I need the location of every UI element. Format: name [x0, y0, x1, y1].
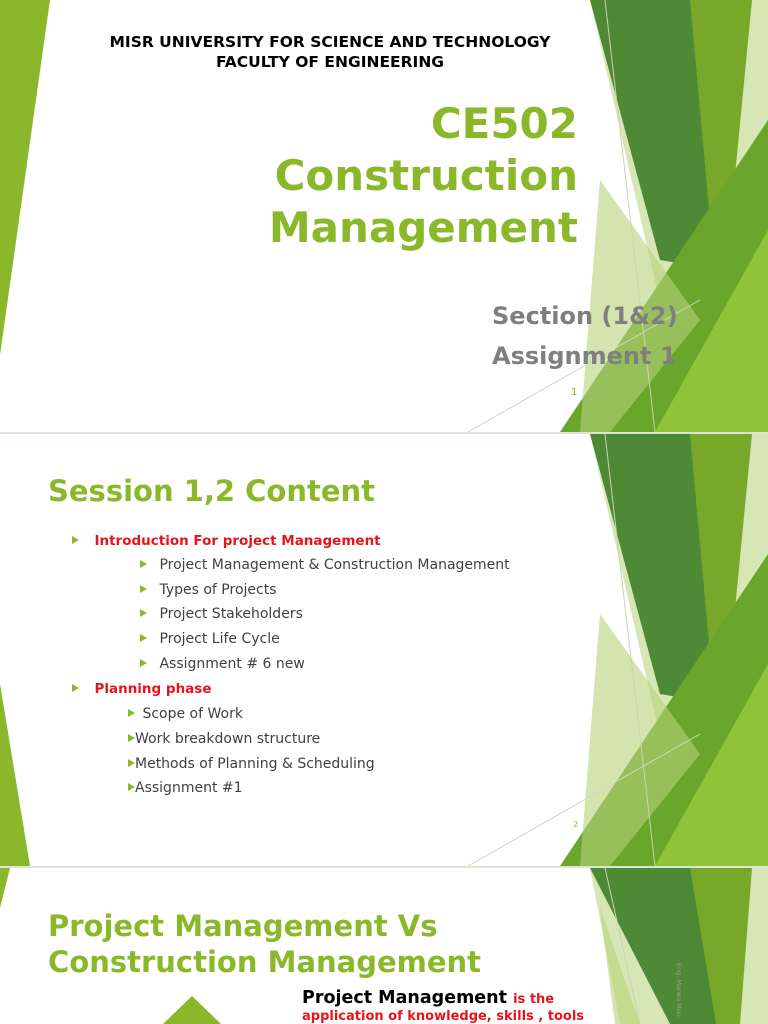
- definition-connector: is the: [513, 992, 555, 1007]
- definition-heading: [302, 988, 554, 1008]
- triangle-shape: [163, 996, 221, 1024]
- list-item: [140, 630, 280, 648]
- list-item: [140, 581, 277, 599]
- course-title-line-2: Construction: [274, 151, 578, 200]
- university-line: MISR UNIVERSITY FOR SCIENCE AND TECHNOLOGY: [109, 33, 551, 51]
- bullet-arrow-icon: [140, 659, 147, 667]
- slide-3: [0, 868, 768, 1024]
- list-item: [140, 556, 510, 574]
- bullet-arrow-icon: [140, 634, 147, 642]
- slide-1: [0, 0, 768, 432]
- slide-2: [0, 434, 768, 866]
- slide-title-line-1: Project Management Vs: [48, 909, 438, 943]
- author-side-text: Eng. Marwa Mou: [675, 963, 683, 1017]
- section-label: Section (1&2): [492, 302, 678, 330]
- definition-term: Project Management: [302, 988, 507, 1008]
- list-item-text: Project Stakeholders: [159, 606, 303, 622]
- bullet-arrow-icon: [128, 783, 135, 791]
- list-item: [128, 755, 375, 773]
- bullet-arrow-icon: [72, 684, 79, 692]
- list-item: [128, 779, 243, 797]
- list-item-text: Work breakdown structure: [135, 731, 321, 747]
- bullet-arrow-icon: [72, 536, 79, 544]
- list-item-text: Introduction For project Management: [94, 533, 381, 549]
- slide-title: [48, 908, 481, 980]
- course-title: [269, 98, 578, 254]
- bullet-arrow-icon: [128, 709, 135, 717]
- list-item-text: Methods of Planning & Scheduling: [135, 756, 375, 772]
- faculty-line: FACULTY OF ENGINEERING: [215, 53, 445, 71]
- list-item-text: Scope of Work: [142, 706, 243, 722]
- course-code: CE502: [430, 99, 578, 148]
- list-item-text: Assignment # 6 new: [159, 656, 305, 672]
- list-item: [128, 730, 320, 748]
- slide-title-line-2: Construction Management: [48, 945, 482, 979]
- list-item: [140, 605, 303, 623]
- bullet-arrow-icon: [128, 759, 135, 767]
- list-item-text: Planning phase: [94, 681, 212, 697]
- university-name: [80, 32, 580, 72]
- bullet-arrow-icon: [140, 585, 147, 593]
- list-item-text: Types of Projects: [159, 582, 277, 598]
- list-item: [140, 655, 305, 673]
- bullet-arrow-icon: [128, 734, 135, 742]
- definition-text: application of knowledge, skills , tools: [302, 1009, 585, 1024]
- assignment-label: Assignment 1: [492, 342, 677, 370]
- list-item-text: Project Management & Construction Management: [159, 557, 510, 573]
- list-item: [72, 680, 211, 698]
- bullet-arrow-icon: [140, 609, 147, 617]
- bullet-arrow-icon: [140, 560, 147, 568]
- list-item-text: Assignment #1: [135, 780, 243, 796]
- course-title-line-3: Management: [268, 203, 578, 252]
- page-number: 1: [571, 387, 578, 398]
- slide-title: Session 1,2 Content: [48, 474, 376, 508]
- list-item-text: Project Life Cycle: [159, 631, 280, 647]
- list-item: [72, 532, 381, 550]
- page-number: 2: [573, 820, 579, 829]
- list-item: [128, 705, 243, 723]
